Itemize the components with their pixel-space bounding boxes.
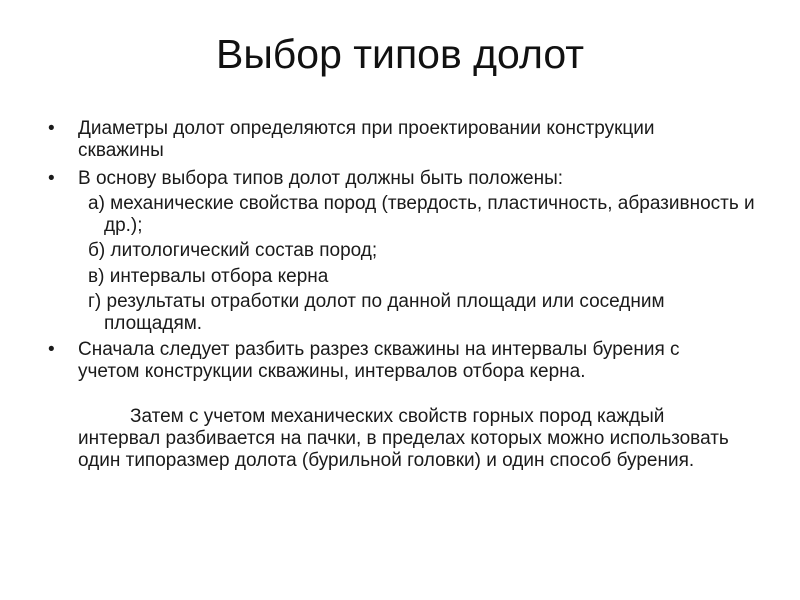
bullet-dot-icon: •	[48, 118, 55, 139]
bullet-text: Диаметры долот определяются при проектировании конструкции скважины	[78, 118, 655, 161]
slide-title: Выбор типов долот	[215, 31, 585, 77]
continuation-paragraph: Затем с учетом механических свойств горных пород каждый интервал разбивается на пачки, в пределах которых можно использовать один типоразмер долота (бурильной головки) и один способ бурения.	[78, 406, 729, 471]
sub-item: г) результаты отработки долот по данной площади или соседним площадям.	[88, 291, 665, 334]
bullet-item	[48, 118, 738, 162]
bullet-item	[48, 168, 738, 190]
bullet-text: Сначала следует разбить разрез скважины на интервалы бурения с учетом конструкции скважины, интервалов отбора керна.	[78, 339, 680, 382]
sub-item: в) интервалы отбора керна	[88, 266, 329, 287]
bullet-text: В основу выбора типов долот должны быть положены:	[78, 168, 564, 189]
bullet-item	[48, 339, 738, 383]
bullet-dot-icon: •	[48, 168, 55, 189]
sub-item: а) механические свойства пород (твердость, пластичность, абразивность и др.);	[88, 193, 755, 236]
sub-item: б) литологический состав пород;	[88, 240, 378, 261]
bullet-dot-icon: •	[48, 339, 55, 360]
